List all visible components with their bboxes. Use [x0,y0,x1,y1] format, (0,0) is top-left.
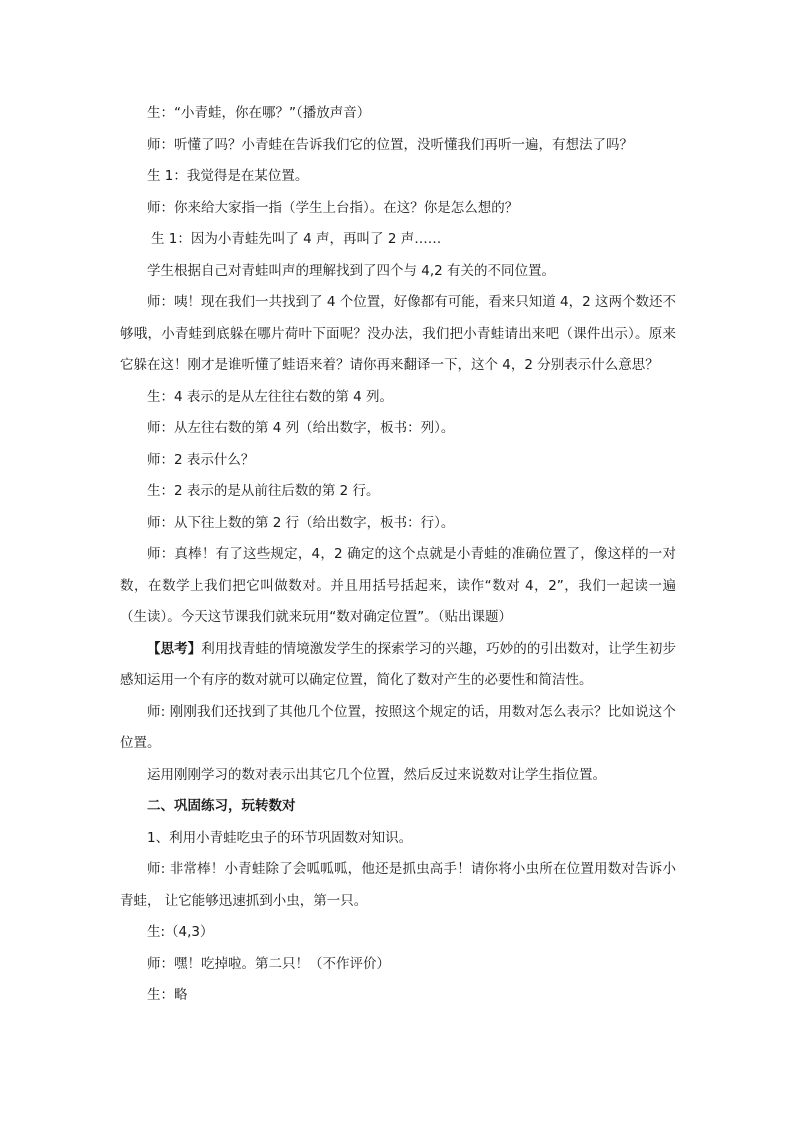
narration-four-positions: 学生根据自己对青蛙叫声的理解找到了四个与 4,2 有关的不同位置。 [147,262,556,279]
section-heading-practice: 二、巩固练习，玩转数对 [147,798,296,814]
dialogue-teacher-bug-hunter: 师: 非常棒！小青蛙除了会呱呱呱，他还是抓虫高手！请你将小虫所在位置用数对告诉小青蛙， 让它能够迅速抓到小虫，第一只。 [120,861,676,909]
dialogue-teacher-other-positions: 师: 刚刚我们还找到了其他几个位置，按照这个规定的话，用数对怎么表示？比如说这个位置。 [120,703,676,751]
reflection-text: 利用找青蛙的情境激发学生的探索学习的兴趣，巧妙的的引出数对，让学生初步感知运用一个有序的数对就可以确定位置，简化了数对产生的必要性和简洁性。 [120,640,677,688]
dialogue-teacher-column: 师：从左往右数的第 4 列（给出数字，板书：列）。 [147,420,455,436]
dialogue-teacher-what-is-2: 师：2 表示什么？ [147,451,255,468]
dialogue-teacher-eaten: 师：嘿！吃掉啦。第二只！（不作评价） [147,955,390,972]
dialogue-student-omitted: 生：略 [147,987,188,1003]
dialogue-student-answer-pair: 生:（4,3） [147,924,214,940]
dialogue-student-row: 生：2 表示的是从前往后数的第 2 行。 [147,483,380,499]
dialogue-teacher-understand: 师：听懂了吗？小青蛙在告诉我们它的位置，没听懂我们再听一遍，有想法了吗？ [147,136,633,153]
document-body [120,98,676,1012]
dialogue-teacher-row: 师：从下往上数的第 2 行（给出数字，板书：行）。 [147,514,455,531]
dialogue-teacher-number-pair: 师：真棒！有了这些规定，4，2 确定的这个点就是小青蛙的准确位置了，像这样的一对数，在数学上我们把它叫做数对。并且用括号括起来，读作“数对 4，2”，我们一起读一遍（生读）。今天这节课我们就来玩用“数对确定位置”。（贴出课题） [120,546,676,625]
dialogue-student1-position: 生 1：我觉得是在某位置。 [147,168,309,184]
dialogue-student1-reason: 生 1：因为小青蛙先叫了 4 声，再叫了 2 声…… [151,231,442,247]
dialogue-teacher-four-positions: 师：咦！现在我们一共找到了 4 个位置，好像都有可能，看来只知道 4，2 这两个数还不够哦，小青蛙到底躲在哪片荷叶下面呢？没办法，我们把小青蛙请出来吧（课件出示）。原来它躲在这！刚才是谁听懂了蛙语来着？请你再来翻译一下，这个 4，2 分别表示什么意思？ [120,294,676,373]
reflection-paragraph [120,634,676,697]
dialogue-student-frog-call: 生：“小青蛙，你在哪？”（播放声音） [147,105,371,121]
activity-frog-eats-bugs: 1、利用小青蛙吃虫子的环节巩固数对知识。 [147,829,413,846]
narration-practice-pairs: 运用刚刚学习的数对表示出其它几个位置，然后反过来说数对让学生指位置。 [147,766,606,783]
dialogue-teacher-point: 师：你来给大家指一指（学生上台指）。在这？你是怎么想的？ [147,199,519,216]
reflection-label: 【思考】 [147,640,202,657]
dialogue-student-column: 生：4 表示的是从左往往右数的第 4 列。 [147,388,394,405]
